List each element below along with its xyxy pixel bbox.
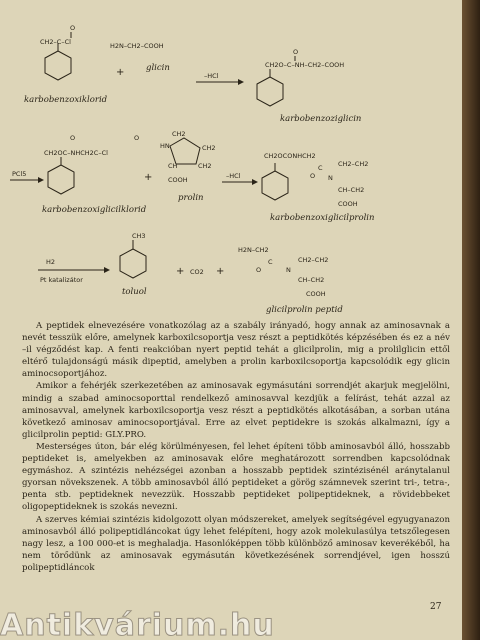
glycine-formula: H2N–CH2–COOH (110, 42, 164, 50)
page-number: 27 (430, 602, 442, 612)
watermark: Antikvárium.hu (0, 608, 275, 640)
benzene-ring-3 (48, 157, 74, 194)
benzene-ring-1 (45, 43, 71, 80)
product2-group: CH2OCONHCH2 (264, 152, 316, 160)
arrow2-label: –HCl (226, 172, 241, 180)
reactant1-group: CH2–C–Cl (40, 38, 71, 46)
paragraph-4: A szerves kémiai szintézis kidolgozott olyan módszereket, amelyek segítségével egyugyanazon aminosavból álló polipeptidláncokat úgy lehet felépíteni, hogy azok molekulasúlya tetszőlegesen nagy lesz, a 100 000-et is meghaladja. Hasonlóképpen több különböző aminosav keverékéből, ha nem törődünk az aminosavak egymásután következésének sorrendjével, igen hosszú polipeptidláncok (22, 514, 450, 573)
peptide-ch: CH–CH2 (298, 276, 325, 284)
product2-cooh: COOH (338, 200, 358, 208)
product1-group: CH2O–C–NH–CH2–COOH (265, 61, 345, 69)
toluol-ch3: CH3 (132, 232, 146, 240)
benzene-ring-5 (120, 240, 146, 278)
plus-sign-3: + (176, 266, 185, 277)
prolin-label: prolin (178, 193, 204, 203)
toluol-label: toluol (122, 287, 147, 297)
peptide-n: N (286, 266, 291, 274)
karbobenzoziglicin-label: karbobenzoziglicin (280, 114, 362, 124)
benzene-ring-2 (257, 69, 283, 106)
plus-sign-4: + (216, 266, 225, 277)
book-edge (462, 0, 480, 640)
product2-n: N (328, 174, 333, 182)
plus-sign-2: + (144, 172, 153, 183)
benzene-ring-4 (262, 163, 288, 200)
body-text (22, 320, 450, 574)
reactant1-oxygen: O (70, 24, 76, 32)
arrow1-label: –HCl (204, 72, 219, 80)
pt-katalizator-label: Pt katalizátor (40, 276, 83, 284)
reactant2-oxygen-1: O (70, 134, 76, 142)
glicin-label: glicin (146, 63, 170, 73)
h2-label: H2 (46, 258, 56, 266)
product1-oxygen: O (293, 48, 299, 56)
peptide-h2n: H2N–CH2 (238, 246, 269, 254)
paragraph-1: A peptidek elnevezésére vonatkozólag az a szabály irányadó, hogy annak az aminosavnak a nevét tesszük előre, amelynek karboxilcsoportja vesz részt a peptidkötés képzésében és ez a név –il végződést kap. A fenti reakcióban nyert peptid tehát a glicilprolin, mig a prolilglicin ettől eltérő tulajdonságú másik dipeptid, amelyben a prolin karboxilcsoportja kapcsolódik egy glicin aminocsoportjához. (22, 321, 450, 380)
glicilprolin-peptid-label: glicilprolin peptid (266, 305, 343, 315)
product2-ch: CH–CH2 (338, 186, 365, 194)
paragraph-2: Amikor a fehérjék szerkezetében az aminosavak egymásutáni sorrendjét akarjuk megjelölni, mindig a szabad aminocsoporttal rendelkező aminosavval kezdjük a felírást, tehát azzal az aminosavval, amelynek karboxilcsoportja vesz részt a peptidkötés alkotásában, a sorban utána következő aminosav aminocsoportjával. Erre az elvet peptidekre is szokás alkalmazni, így a glicilprolin peptid: GLY.PRO. (22, 381, 450, 440)
peptide-c: C (268, 258, 273, 266)
reactant2-group: CH2OC–NHCH2C–Cl (44, 149, 108, 157)
karbobenzoxiglicilklorid-label: karbobenzoxiglicilklorid (42, 205, 147, 215)
paragraph-3: Mesterséges úton, bár elég körülményesen, fel lehet építeni több aminosavból álló, hosszabb peptideket is, amelyekben az aminosavak előre meghatározott sorrendben kapcsolódnak egymáshoz. A szintézis nehézségei azonban a hosszabb peptidek szintézisénél aránytalanul gyorsan növekszenek. A több aminosavból álló peptideket a görög számnevek szerint tri-, tetra-, penta stb. peptideknek nevezzük. Hosszabb peptideket polipeptideknek, a rövidebbeket oligopeptideknek is szokás nevezni. (22, 441, 450, 513)
prolin-hn: HN (160, 142, 170, 150)
reaction-scheme (0, 0, 462, 320)
peptide-cooh: COOH (306, 290, 326, 298)
product2-o: O (310, 172, 316, 180)
prolin-cooh: COOH (168, 176, 188, 184)
co2-label: CO2 (190, 268, 204, 276)
karbobenzoxiklorid-label: karbobenzoxiklorid (24, 95, 108, 105)
product2-ch2a: CH2–CH2 (338, 160, 369, 168)
prolin-ch2a: CH2 (172, 130, 186, 138)
prolin-ch2c: CH2 (198, 162, 212, 170)
prolin-ch2b: CH2 (202, 144, 216, 152)
plus-sign: + (116, 67, 125, 78)
peptide-ch2a: CH2–CH2 (298, 256, 329, 264)
prolin-ch: CH (168, 162, 178, 170)
product2-c: C (318, 164, 323, 172)
prolin-ring (170, 138, 200, 164)
reactant2-oxygen-2: O (134, 134, 140, 142)
pcl5-label: PCl5 (12, 170, 27, 178)
peptide-o: O (256, 266, 262, 274)
karbobenzoxiglicilprolin-label: karbobenzoxiglicilprolin (270, 213, 375, 223)
